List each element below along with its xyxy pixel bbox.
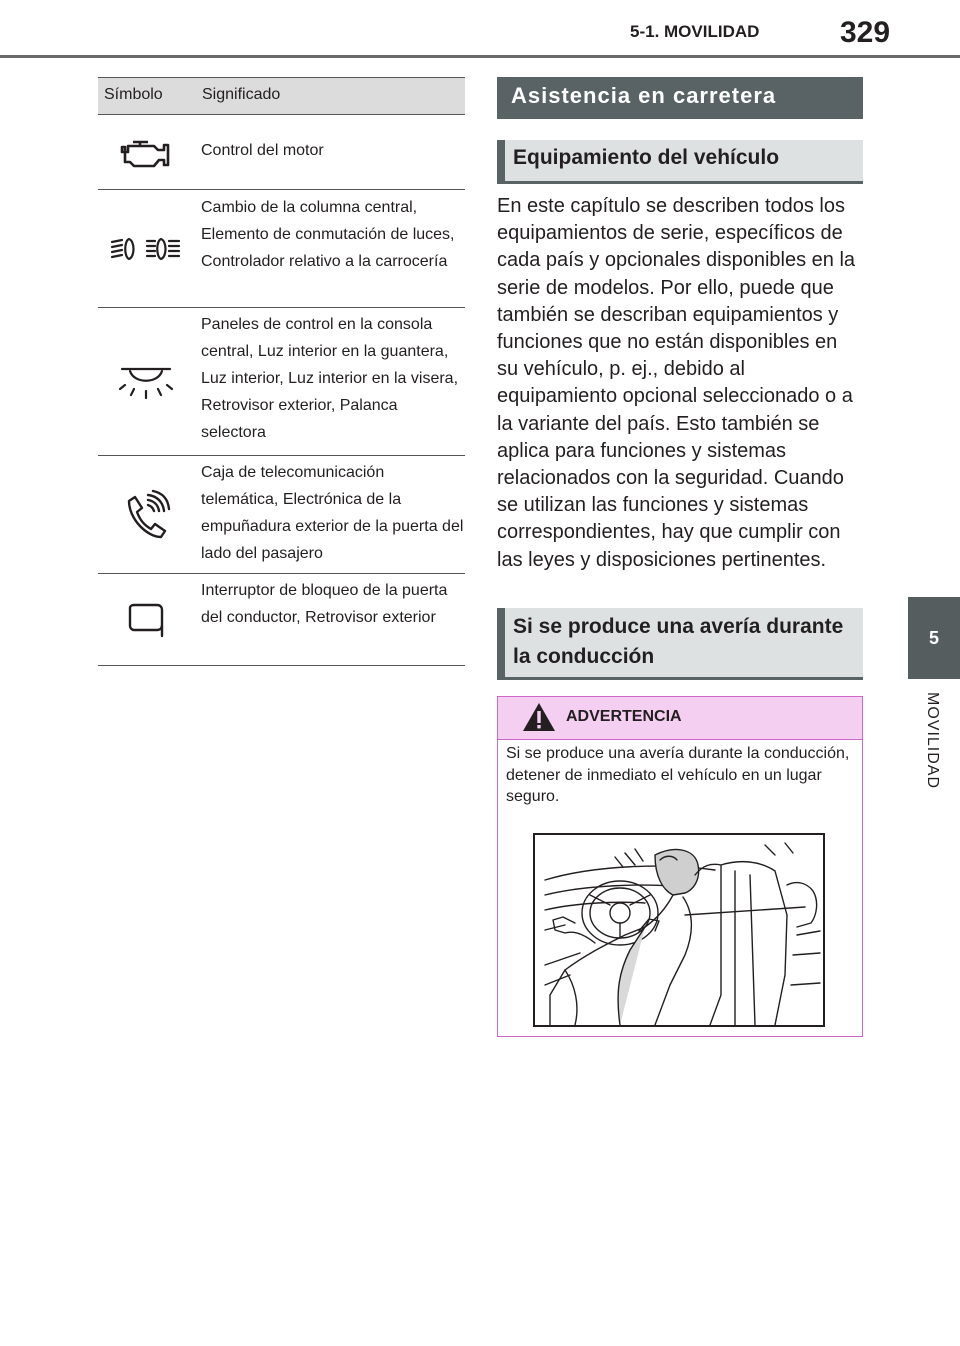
- header-rule: [0, 55, 960, 58]
- headlight-icon: [109, 233, 183, 265]
- chapter-tab-label: MOVILIDAD: [924, 692, 941, 790]
- subheading-breakdown: [497, 608, 863, 680]
- chapter-tab: [905, 680, 960, 840]
- subheading-equipment: [497, 140, 863, 184]
- row-meaning: Interruptor de bloqueo de la puerta del conductor, Retrovisor exterior: [201, 582, 448, 626]
- mirror-icon: [121, 600, 171, 640]
- chapter-tab-number: 5: [908, 597, 960, 679]
- driver-seat-illustration: [533, 833, 825, 1027]
- page-number: 329: [840, 16, 891, 49]
- interior-light-icon: [116, 362, 176, 402]
- subheading-text: Si se produce una avería durante la conducción: [513, 615, 844, 668]
- table-row: [98, 190, 465, 308]
- section-title: 5-1. MOVILIDAD: [630, 22, 760, 41]
- warning-title: ADVERTENCIA: [566, 708, 682, 725]
- table-row: [98, 456, 465, 574]
- section-heading: [497, 77, 863, 119]
- column-header-meaning: Significado: [202, 86, 281, 103]
- warning-text: Si se produce una avería durante la conducción, detener de inmediato el vehículo en un lugar seguro.: [506, 745, 850, 805]
- column-header-symbol: Símbolo: [104, 86, 163, 103]
- table-row: [98, 574, 465, 666]
- telematics-phone-icon: [121, 489, 171, 541]
- row-meaning: Cambio de la columna central, Elemento de conmutación de luces, Controlador relativo a la carrocería: [201, 199, 455, 270]
- warning-header: [498, 697, 862, 740]
- table-row: [98, 115, 465, 190]
- row-meaning: Control del motor: [201, 142, 324, 159]
- table-header: [98, 77, 465, 115]
- check-engine-icon: [118, 132, 174, 172]
- subheading-text: Equipamiento del vehículo: [513, 146, 780, 169]
- body-paragraph: En este capítulo se describen todos los equipamientos de serie, específicos de cada país y opcionales disponibles en la serie de modelos. Por ello, puede que también se describan equipamientos y funciones que no están disponibles en su vehículo, p. ej., debido al equipamiento opcional seleccionado o a la variante del país. Esto también se aplica para funciones y sistemas relacionados con la seguridad. Cuando se utilizan las funciones y sistemas correspondientes, hay que cumplir con las leyes y disposiciones pertinentes.: [497, 195, 856, 571]
- page-header: [0, 0, 960, 60]
- symbol-table: [98, 77, 465, 666]
- row-meaning: Caja de telecomunicación telemática, Electrónica de la empuñadura exterior de la puerta del lado del pasajero: [201, 464, 464, 562]
- warning-box: [497, 696, 863, 1037]
- warning-triangle-icon: [522, 702, 556, 732]
- section-title-text: Asistencia en carretera: [511, 83, 777, 108]
- row-meaning: Paneles de control en la consola central, Luz interior en la guantera, Luz interior, Luz interior en la visera, Retrovisor exterior, Palanca selectora: [201, 316, 459, 441]
- table-row: [98, 308, 465, 456]
